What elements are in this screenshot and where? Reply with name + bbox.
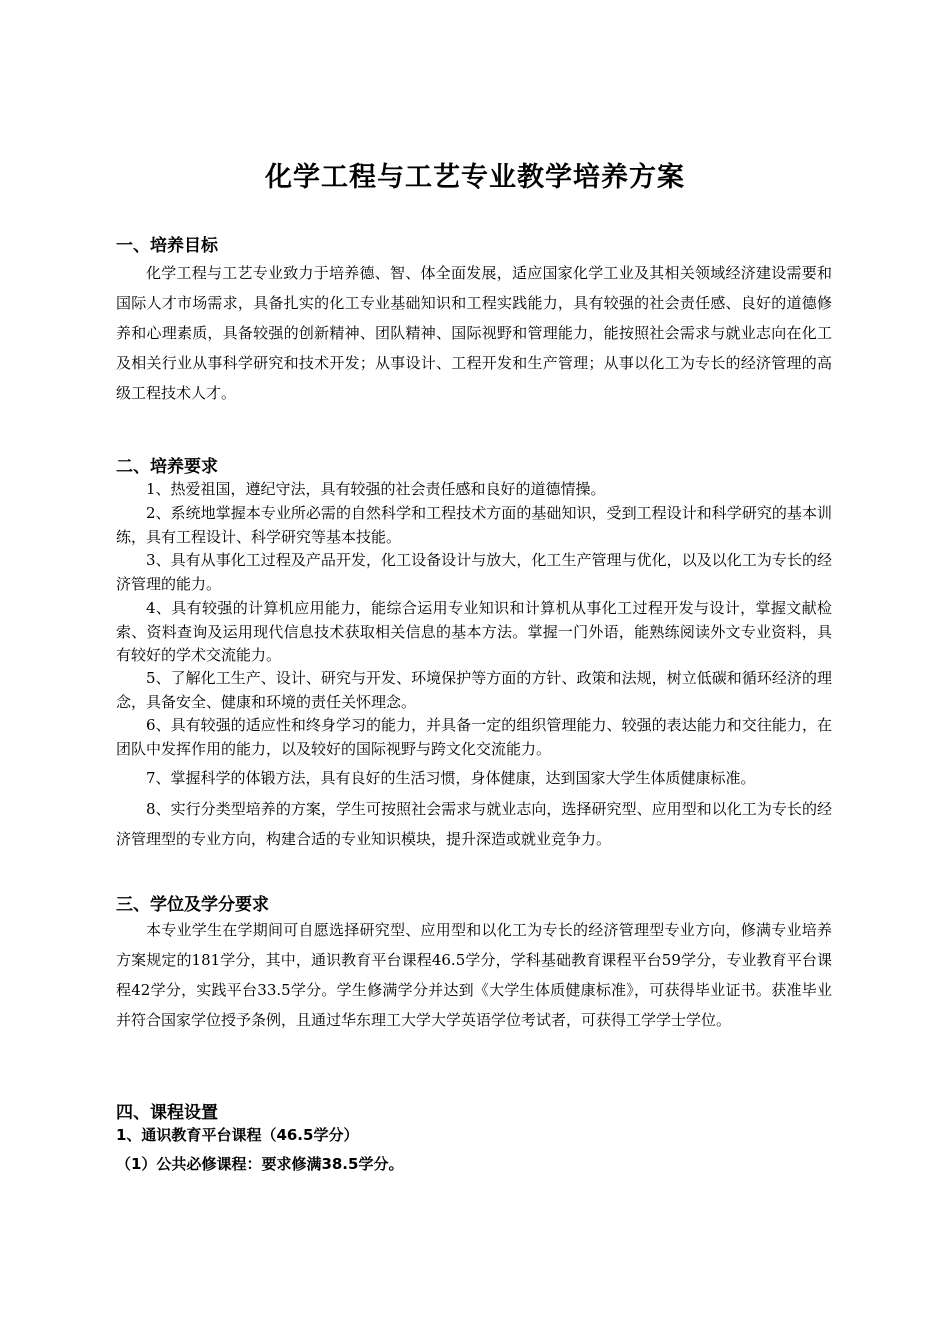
section-heading-courses: 四、课程设置 xyxy=(116,1103,218,1123)
requirement-item-1: 1、热爱祖国，遵纪守法，具有较强的社会责任感和良好的道德情操。 xyxy=(146,480,606,498)
requirement-item-6: 6、具有较强的适应性和终身学习的能力，并具备一定的组织管理能力、较强的表达能力和交往能力，在团队中发挥作用的能力，以及较好的国际视野与跨文化交流能力。 xyxy=(116,716,832,758)
requirement-item-4: 4、具有较强的计算机应用能力，能综合运用专业知识和计算机从事化工过程开发与设计，掌握文献检索、资料查询及运用现代信息技术获取相关信息的基本方法。掌握一门外语，能熟练阅读外文专业资料，具有较好的学术交流能力。 xyxy=(116,599,832,664)
requirement-item-7: 7、掌握科学的体锻方法，具有良好的生活习惯，身体健康，达到国家大学生体质健康标准。 xyxy=(146,769,756,787)
subheading-public-required: （1）公共必修课程：要求修满38.5学分。 xyxy=(116,1155,404,1173)
document-title: 化学工程与工艺专业教学培养方案 xyxy=(265,162,685,193)
section-heading-degree: 三、学位及学分要求 xyxy=(116,895,269,915)
requirement-item-8: 8、实行分类型培养的方案，学生可按照社会需求与就业志向，选择研究型、应用型和以化工为专长的经济管理型的专业方向，构建合适的专业知识模块，提升深造或就业竞争力。 xyxy=(116,800,832,848)
section-heading-objectives: 一、培养目标 xyxy=(116,236,218,256)
subheading-general-education: 1、通识教育平台课程（46.5学分） xyxy=(116,1126,359,1144)
requirement-item-3: 3、具有从事化工过程及产品开发，化工设备设计与放大，化工生产管理与优化，以及以化工为专长的经济管理的能力。 xyxy=(116,551,832,593)
section-heading-requirements: 二、培养要求 xyxy=(116,457,218,477)
requirement-item-2: 2、系统地掌握本专业所必需的自然科学和工程技术方面的基础知识，受到工程设计和科学研究的基本训练，具有工程设计、科学研究等基本技能。 xyxy=(116,504,832,546)
objectives-paragraph: 化学工程与工艺专业致力于培养德、智、体全面发展，适应国家化学工业及其相关领域经济建设需要和国际人才市场需求，具备扎实的化工专业基础知识和工程实践能力，具有较强的社会责任感、良好的道德修养和心理素质，具备较强的创新精神、团队精神、国际视野和管理能力，能按照社会需求与就业志向在化工及相关行业从事科学研究和技术开发；从事设计、工程开发和生产管理；从事以化工为专长的经济管理的高级工程技术人才。 xyxy=(116,264,832,402)
requirement-item-5: 5、了解化工生产、设计、研究与开发、环境保护等方面的方针、政策和法规，树立低碳和循环经济的理念，具备安全、健康和环境的责任关怀理念。 xyxy=(116,669,832,711)
degree-paragraph: 本专业学生在学期间可自愿选择研究型、应用型和以化工为专长的经济管理型专业方向，修满专业培养方案规定的181学分，其中，通识教育平台课程46.5学分，学科基础教育课程平台59学分，专业教育平台课程42学分，实践平台33.5学分。学生修满学分并达到《大学生体质健康标准》，可获得毕业证书。获准毕业并符合国家学位授予条例，且通过华东理工大学大学英语学位考试者，可获得工学学士学位。 xyxy=(116,921,832,1029)
